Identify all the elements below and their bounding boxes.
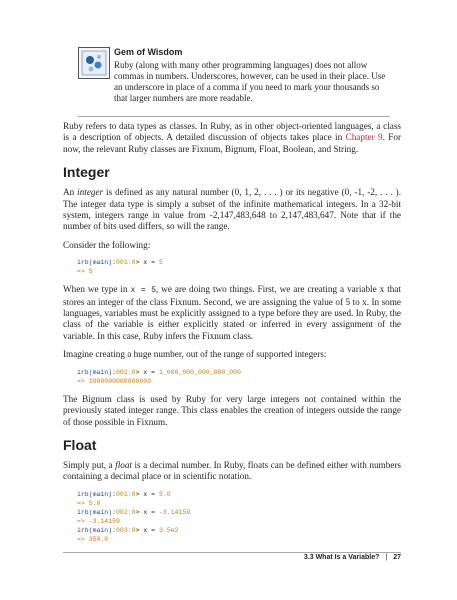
gem-divider (78, 116, 390, 117)
page-number: 27 (393, 554, 401, 561)
gem-icon (78, 47, 110, 79)
code-line: => -3.14159 (77, 517, 120, 525)
integer-paragraph-1: An integer is defined as any natural number (0, 1, 2, . . . ) or its negative (0, -1, -2, . . . ). The integer data type is simply a subset of the infinite mathematical integers. In a 32-bit system, integers range in value from -2,147,483,648 to 2,147,483,647. Note that if the number of bits used differs, so will the range. (63, 187, 401, 232)
float-paragraph-1: Simply put, a float is a decimal number. In Ruby, floats can be defined either with numbers containing a decimal place or in scientific notation. (63, 459, 402, 482)
integer-paragraph-4: Imagine creating a huge number, out of the range of supported integers: (63, 349, 327, 360)
code-line: irb(main):001:0> x = 5 (77, 259, 163, 267)
main-content (63, 121, 401, 552)
code-block-1 (77, 258, 401, 276)
code-line: irb(main):002:0> x = -3.14159 (77, 508, 191, 516)
code-block-2 (77, 368, 401, 386)
intro-paragraph: Ruby refers to data types as classes. In Ruby, as in other object-oriented languages, a class is a description of objects. A detailed discussion of objects takes place in Chapter 9. For now, the relevant Ruby classes are Fixnum, Bignum, Float, Boolean, and String. (63, 121, 401, 154)
gem-title: Gem of Wisdom (114, 47, 183, 57)
code-line: => 5.0 (77, 499, 101, 507)
code-block-3 (77, 490, 401, 544)
footer-separator: | (385, 554, 388, 561)
integer-heading: Integer (63, 164, 110, 181)
code-line: => 5 (77, 268, 93, 276)
footer-divider (63, 552, 401, 553)
integer-paragraph-5: The Bignum class is used by Ruby for very large integers not contained within the previously stated integer range. This class enables the creation of integers outside the range of those possible in Fixnum. (63, 393, 401, 427)
float-heading: Float (63, 436, 97, 453)
footer-section-title: 3.3 What Is a Variable? (303, 554, 380, 561)
code-line: irb(main):002:0> x = 1_000_000_000_000_000 (77, 368, 241, 376)
integer-paragraph-3: When we type in x = 5, we are doing two things. First, we are creating a variable x that stores an integer of the class Fixnum. Second, we are assigning the value of 5 to x. In some languages, variables must be explicitly assigned to a type before they are used. In Ruby, the class of the variable is either explicitly stated or inferred in every assignment of the variable. In this case, Ruby infers the Fixnum class. (63, 284, 401, 341)
gem-body: Ruby (along with many other programming languages) does not allow commas in numbers. Underscores, however, can be used in their place. Use an underscore in place of a comma if you need to mark your thousands so that larger numbers are more readable. (114, 60, 386, 104)
code-line: => 1000000000000000 (77, 377, 152, 385)
chapter-link[interactable]: Chapter 9 (345, 132, 383, 143)
code-line: => 350.0 (77, 535, 109, 543)
page-footer (304, 554, 401, 561)
code-line: irb(main):003:0> x = 3.5e2 (77, 526, 179, 534)
code-line: irb(main):001:0> x = 5.0 (77, 490, 171, 498)
integer-paragraph-2: Consider the following: (63, 239, 151, 250)
gem-of-wisdom-box (78, 43, 390, 112)
